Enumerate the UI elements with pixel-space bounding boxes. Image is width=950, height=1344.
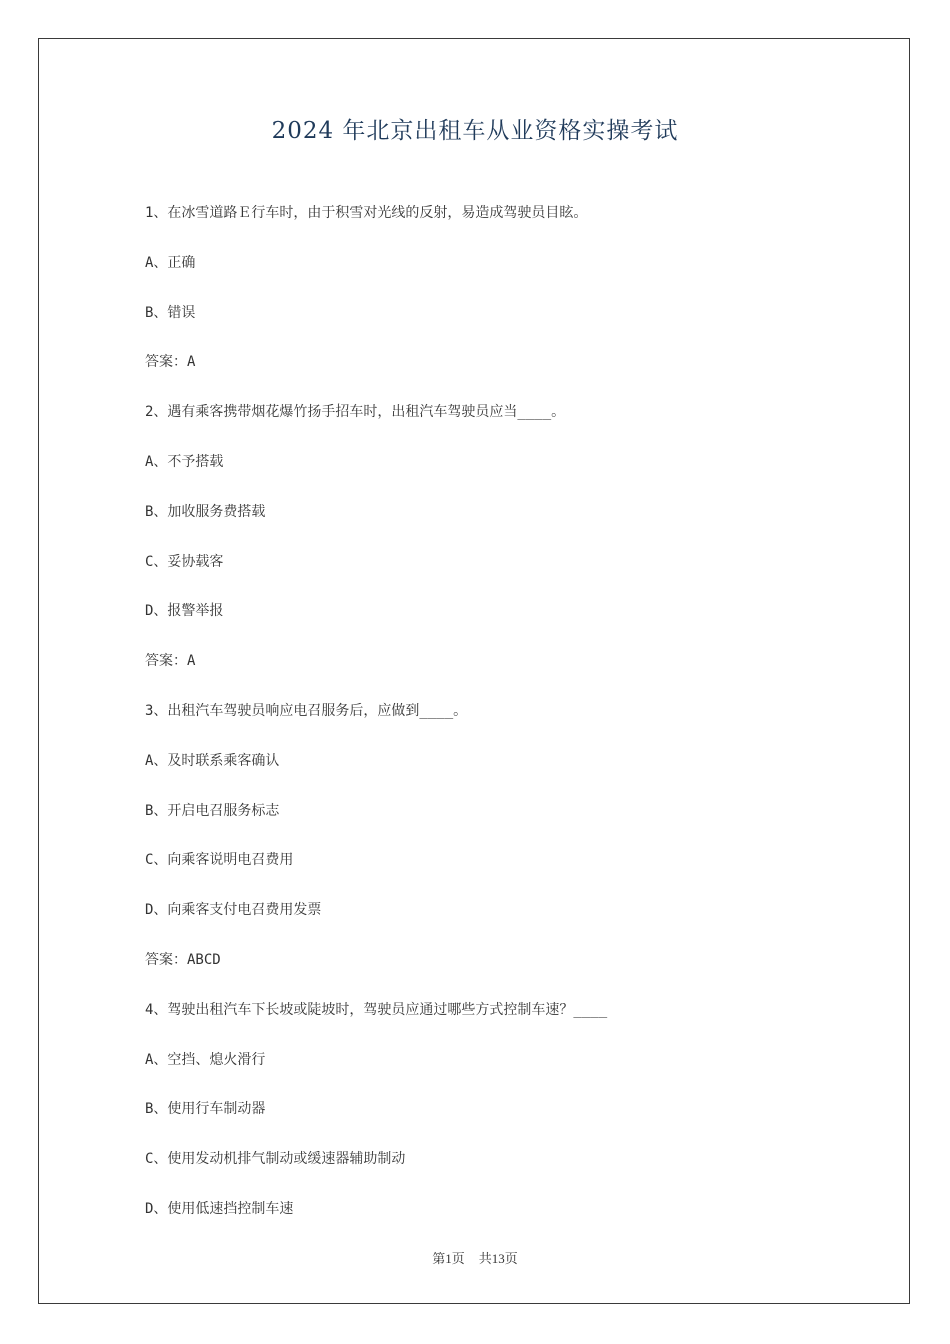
question-3-option-d: D、向乘客支付电召费用发票 bbox=[145, 902, 322, 919]
question-2-option-c: C、妥协载客 bbox=[145, 553, 224, 570]
question-list bbox=[145, 200, 885, 1246]
question-2-option-d: D、报警举报 bbox=[145, 603, 224, 620]
question-1-text: 1、在冰雪道路Ｅ行车时，由于积雪对光线的反射，易造成驾驶员目眩。 bbox=[145, 205, 588, 221]
question-2-answer: 答案：A bbox=[145, 653, 196, 670]
page-footer bbox=[0, 1248, 950, 1267]
document-title: 2024 年北京出租车从业资格实操考试 bbox=[271, 118, 679, 144]
question-1-option-a: A、正确 bbox=[145, 254, 196, 271]
question-4-option-c: C、使用发动机排气制动或缓速器辅助制动 bbox=[145, 1151, 406, 1168]
page-total: 共13页 bbox=[478, 1251, 518, 1266]
question-4-option-b: B、使用行车制动器 bbox=[145, 1101, 266, 1118]
question-3-option-c: C、向乘客说明电召费用 bbox=[145, 852, 294, 869]
question-1-option-b: B、错误 bbox=[145, 304, 196, 321]
question-3-option-b: B、开启电召服务标志 bbox=[145, 802, 280, 819]
question-3-answer: 答案：ABCD bbox=[145, 951, 221, 968]
question-4-text: 4、驾驶出租汽车下长坡或陡坡时，驾驶员应通过哪些方式控制车速？____ bbox=[145, 1001, 608, 1018]
page-number: 第1页 bbox=[432, 1251, 465, 1266]
question-3-text: 3、出租汽车驾驶员响应电召服务后，应做到____。 bbox=[145, 702, 468, 719]
question-4-option-d: D、使用低速挡控制车速 bbox=[145, 1200, 294, 1217]
question-2-text: 2、遇有乘客携带烟花爆竹扬手招车时，出租汽车驾驶员应当____。 bbox=[145, 404, 566, 421]
question-3-option-a: A、及时联系乘客确认 bbox=[145, 752, 280, 769]
question-2-option-a: A、不予搭载 bbox=[145, 453, 224, 470]
question-4-option-a: A、空挡、熄火滑行 bbox=[145, 1051, 266, 1068]
question-1-answer: 答案：A bbox=[145, 354, 196, 371]
question-2-option-b: B、加收服务费搭载 bbox=[145, 503, 266, 520]
